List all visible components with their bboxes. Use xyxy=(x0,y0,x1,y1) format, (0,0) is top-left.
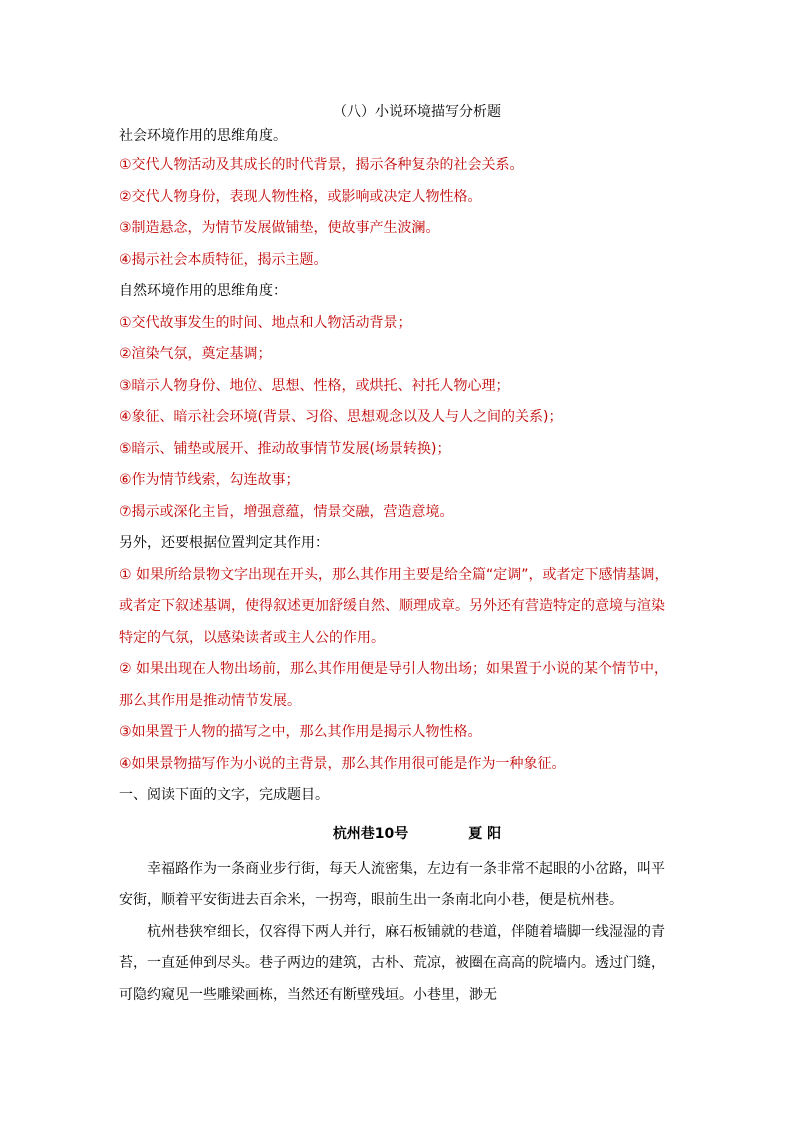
story-paragraph-2: 杭州巷狭窄细长，仅容得下两人并行，麻石板铺就的巷道，伴随着墙脚一线湿湿的青苔，一直延伸到尽头。巷子两边的建筑，古朴、荒凉，被圈在高高的院墙内。透过门缝，可隐约窥见一些雕梁画栋，当然还有断壁残垣。小巷里，渺无 xyxy=(119,923,665,1003)
story-paragraph-1: 幸福路作为一条商业步行街，每天人流密集，左边有一条非常不起眼的小岔路，叫平安街，顺着平安街进去百余米，一拐弯，眼前生出一条南北向小巷，便是杭州巷。 xyxy=(119,860,665,908)
natural-item-2: ②渲染气氛，奠定基调； xyxy=(119,346,272,362)
natural-item-3: ③暗示人物身份、地位、思想、性格，或烘托、衬托人物心理； xyxy=(119,377,510,394)
position-item-4: ④如果景物描写作为小说的主背景，那么其作用很可能是作为一种象征。 xyxy=(119,755,566,772)
article-title: 杭州巷10号 xyxy=(332,825,409,842)
reading-heading: 一、阅读下面的文字，完成题目。 xyxy=(119,787,329,803)
position-heading: 另外，还要根据位置判定其作用： xyxy=(119,535,329,551)
natural-item-5: ⑤暗示、铺垫或展开、推动故事情节发展(场景转换)； xyxy=(119,440,451,457)
document-body xyxy=(119,102,675,1011)
position-item-3: ③如果置于人物的描写之中，那么其作用是揭示人物性格。 xyxy=(119,724,482,740)
page-title: （八）小说环境描写分析题 xyxy=(333,104,501,120)
social-item-2: ②交代人物身份，表现人物性格，或影响或决定人物性格。 xyxy=(119,188,482,205)
natural-heading: 自然环境作用的思维角度： xyxy=(119,283,287,299)
natural-item-1: ①交代故事发生的时间、地点和人物活动背景； xyxy=(119,314,412,331)
position-item-1: ① 如果所给景物文字出现在开头，那么其作用主要是给全篇“定调”，或者定下感情基调，或者定下叙述基调，使得叙述更加舒缓自然、顺理成章。另外还有营造特定的意境与渲染特定的气氛，以感染读者或主人公的作用。 xyxy=(119,566,669,646)
social-item-4: ④揭示社会本质特征，揭示主题。 xyxy=(119,251,328,268)
natural-item-7: ⑦揭示或深化主旨，增强意蕴，情景交融，营造意境。 xyxy=(119,503,454,520)
natural-item-6: ⑥作为情节线索，勾连故事； xyxy=(119,472,300,488)
natural-item-4: ④象征、暗示社会环境(背景、习俗、思想观念以及人与人之间的关系)； xyxy=(119,409,563,425)
social-item-1: ①交代人物活动及其成长的时代背景，揭示各种复杂的社会关系。 xyxy=(119,157,524,173)
article-heading xyxy=(119,814,675,854)
social-heading: 社会环境作用的思维角度。 xyxy=(119,128,287,144)
article-author: 夏 阳 xyxy=(468,825,502,842)
position-item-2: ② 如果出现在人物出场前，那么其作用便是导引人物出场；如果置于小说的某个情节中，那么其作用是推动情节发展。 xyxy=(119,661,668,709)
social-item-3: ③制造悬念，为情节发展做铺垫，使故事产生波澜。 xyxy=(119,220,440,236)
